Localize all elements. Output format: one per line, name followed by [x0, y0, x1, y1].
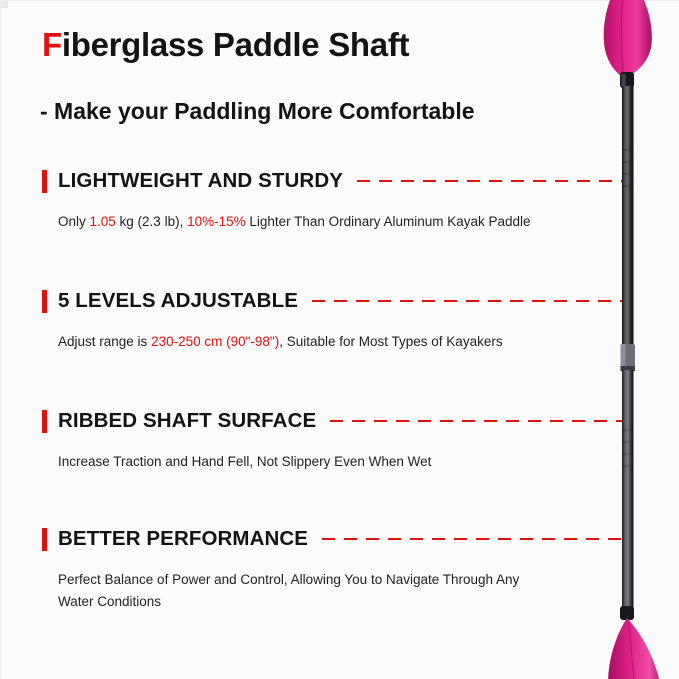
- feature-block-4: [42, 526, 632, 613]
- feature-1-text-0: Only: [58, 214, 90, 229]
- feature-4-text-0: Perfect Balance of Power and Control, Allowing You to Navigate Through Any Water Conditions: [58, 572, 520, 609]
- dashed-rule-2: [312, 300, 628, 302]
- red-bar-icon-4: [42, 528, 47, 551]
- feature-header-1: [42, 168, 632, 194]
- feature-1-text-1: 1.05: [89, 214, 116, 229]
- feature-2-text-1: 230-250 cm (90"-98"): [151, 334, 280, 349]
- feature-2-text-2: , Suitable for Most Types of Kayakers: [279, 334, 503, 349]
- page-subtitle: - Make your Paddling More Comfortable: [40, 98, 475, 124]
- paddle-ferrule-top: [620, 72, 634, 88]
- feature-block-1: [42, 168, 632, 233]
- red-bar-icon-3: [42, 410, 47, 433]
- feature-1-text-2: kg (2.3 lb),: [115, 214, 188, 229]
- feature-body-3: [58, 451, 598, 473]
- feature-2-text-0: Adjust range is: [58, 334, 152, 349]
- paddle-blade-bottom: [608, 618, 663, 679]
- feature-body-1: [58, 211, 598, 233]
- feature-body-2: [58, 331, 598, 353]
- feature-3-text-0: Increase Traction and Hand Fell, Not Slippery Even When Wet: [58, 454, 432, 469]
- feature-body-4: [58, 569, 558, 613]
- paddle-blade-top: [604, 0, 652, 76]
- feature-block-3: [42, 408, 632, 473]
- feature-block-2: [42, 288, 632, 353]
- feature-title-4: BETTER PERFORMANCE: [58, 527, 309, 550]
- feature-header-2: [42, 288, 632, 314]
- feature-title-1: LIGHTWEIGHT AND STURDY: [58, 169, 344, 192]
- red-bar-icon-1: [42, 170, 47, 193]
- red-bar-icon-2: [42, 290, 47, 313]
- feature-1-text-4: Lighter Than Ordinary Aluminum Kayak Paddle: [245, 214, 531, 229]
- feature-header-3: [42, 408, 632, 434]
- title-rest: iberglass Paddle Shaft: [61, 26, 410, 63]
- page-title: [42, 26, 409, 64]
- feature-title-3: RIBBED SHAFT SURFACE: [58, 409, 317, 432]
- title-accent-letter: F: [42, 26, 62, 63]
- dashed-rule-1: [357, 180, 628, 182]
- dashed-rule-3: [330, 420, 628, 422]
- feature-title-2: 5 LEVELS ADJUSTABLE: [58, 289, 298, 312]
- dashed-rule-4: [322, 538, 628, 540]
- feature-1-text-3: 10%-15%: [187, 214, 246, 229]
- feature-header-4: [42, 526, 632, 552]
